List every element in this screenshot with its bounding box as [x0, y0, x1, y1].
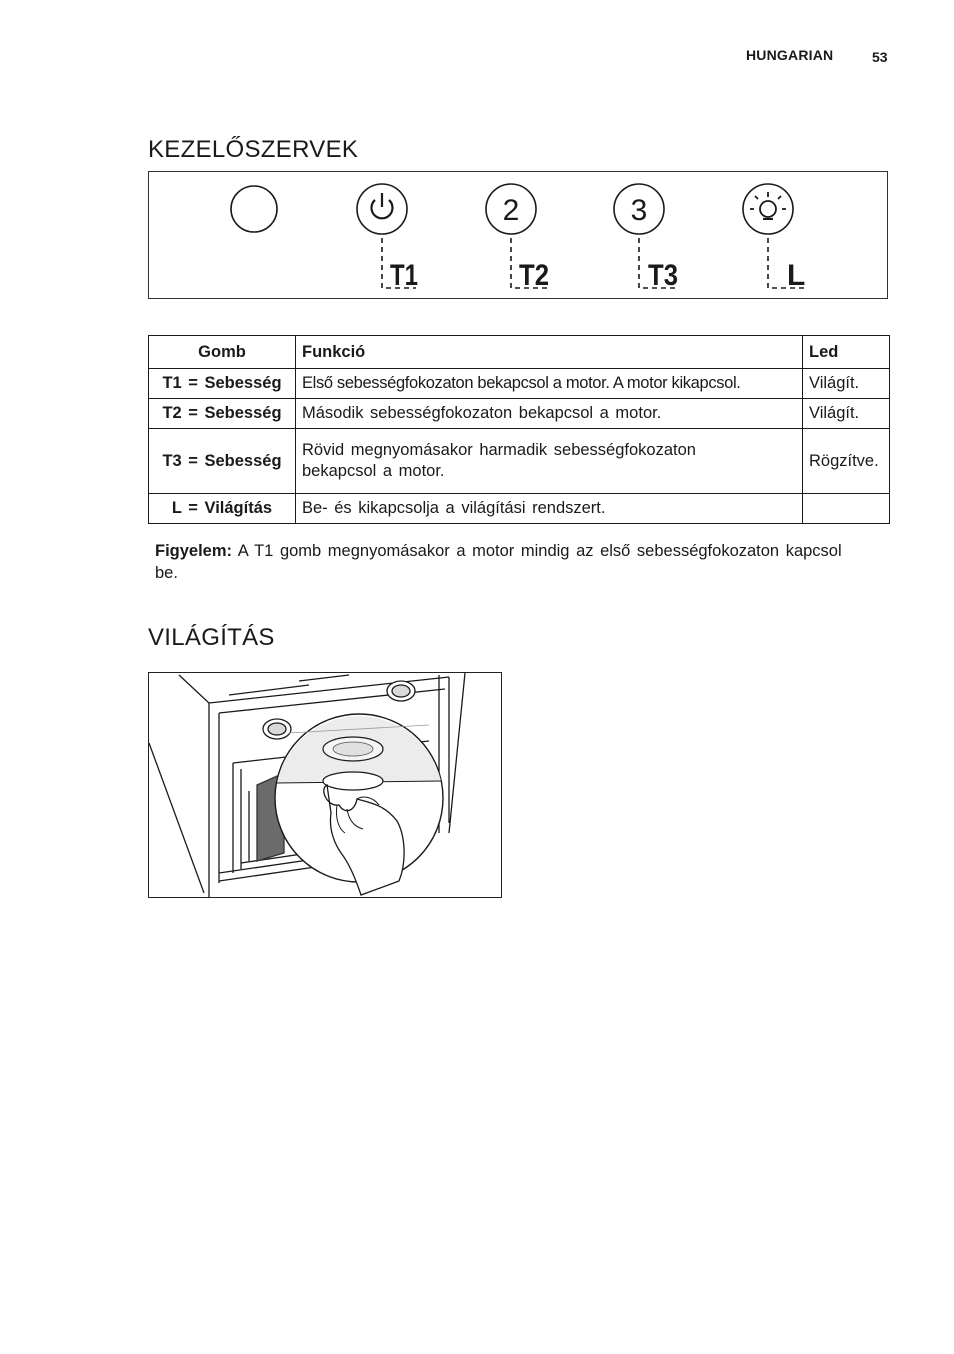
label-t2: T2 [519, 259, 549, 292]
label-l: L [787, 259, 806, 292]
note-label: Figyelem: [155, 542, 233, 560]
speed-2-button-icon [486, 184, 536, 234]
cell-function: Első sebességfokozaton bekapcsol a motor. A motor kikapcsol. [296, 369, 803, 399]
section-title-controls: KEZELŐSZERVEK [148, 136, 359, 163]
header-language: HUNGARIAN [746, 47, 834, 63]
cell-led: Rögzítve. [803, 429, 890, 494]
table-row [149, 369, 890, 399]
power-button-icon [357, 184, 407, 234]
table-row [149, 399, 890, 429]
table-header-funkcio: Funkció [296, 336, 803, 369]
cell-function: Második sebességfokozaton bekapcsol a motor. [296, 399, 803, 429]
label-t3: T3 [648, 259, 678, 292]
cell-button: T3 = Sebesség [149, 429, 296, 494]
cell-button: T2 = Sebesség [149, 399, 296, 429]
cell-button: T1 = Sebesség [149, 369, 296, 399]
light-bulb-icon [743, 184, 793, 234]
table-header-led: Led [803, 336, 890, 369]
attention-note [155, 540, 855, 584]
cell-function: Rövid megnyomásakor harmadik sebességfokozaton bekapcsol a motor. [296, 429, 803, 494]
note-text: A T1 gomb megnyomásakor a motor mindig az első sebességfokozaton kapcsol be. [155, 542, 842, 582]
page-number: 53 [872, 49, 888, 65]
section-title-lighting: VILÁGÍTÁS [148, 624, 275, 651]
table-header-gomb: Gomb [149, 336, 296, 369]
cell-function: Be- és kikapcsolja a világítási rendszert. [296, 494, 803, 524]
cell-led: Világít. [803, 399, 890, 429]
label-t1: T1 [390, 259, 418, 292]
function-table [148, 335, 890, 524]
speed-3-button-icon [614, 184, 664, 234]
table-row [149, 494, 890, 524]
svg-text:2: 2 [502, 194, 520, 227]
cell-led: Világít. [803, 369, 890, 399]
lighting-illustration [148, 672, 502, 898]
magnifier-circle [275, 714, 443, 895]
table-row [149, 429, 890, 494]
cell-led [803, 494, 890, 524]
svg-text:3: 3 [630, 194, 648, 227]
control-panel-diagram [148, 171, 888, 299]
cell-button: L = Világítás [149, 494, 296, 524]
blank-button-icon [231, 186, 277, 232]
